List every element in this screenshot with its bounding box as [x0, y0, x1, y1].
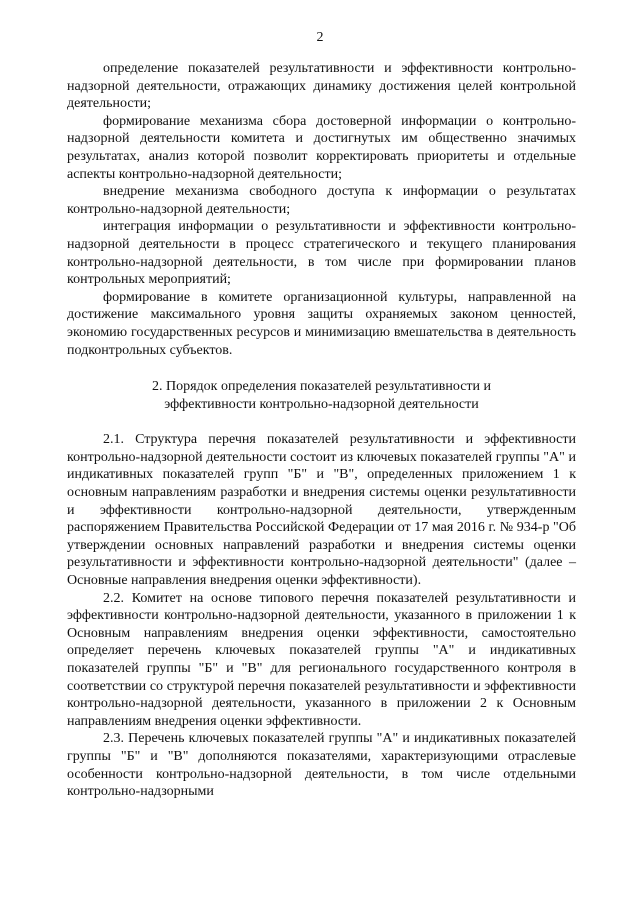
- list-item: формирование механизма сбора достоверной информации о контрольно-надзорной деятельности комитета и достигнутых им общественно значимых результатах, анализ которой позволит корректировать приоритеты и отдельные аспекты контрольно-надзорной деятельности;: [67, 113, 576, 182]
- paragraph-2-1: 2.1. Структура перечня показателей результативности и эффективности контрольно-надзорной деятельности состоит из ключевых показателей группы "А" и индикативных показателей групп "Б" и "В", определенных приложением 1 к основным направлениям разработки и внедрения системы оценки результативности и эффективности контрольно-надзорной деятельности, утвержденным распоряжением Правительства Российской Федерации от 17 мая 2016 г. № 934-р "Об утверждении основных направлений разработки и внедрения системы оценки результативности и эффективности контрольно-надзорной деятельности" (далее – Основные направления внедрения оценки эффективности).: [67, 432, 576, 589]
- section-heading: [67, 378, 576, 413]
- page-number: 2: [316, 30, 324, 45]
- list-item: интеграция информации о результативности и эффективности контрольно-надзорной деятельности в процесс стратегического и текущего планирования контрольно-надзорной деятельности, в том числе при формировании планов контрольных мероприятий;: [67, 219, 576, 288]
- section-heading-line: 2. Порядок определения показателей результативности и: [151, 379, 492, 395]
- section-heading-line: эффективности контрольно-надзорной деятельности: [164, 396, 479, 412]
- paragraph-2-2: 2.2. Комитет на основе типового перечня показателей результативности и эффективности контрольно-надзорной деятельности, указанного в приложении 1 к Основным направлениям внедрения оценки эффективности, самостоятельно определяет перечень ключевых показателей группы "А" и индикативных показателей группы "Б" и "В" для регионального государственного контроля в соответствии со структурой перечня показателей результативности и эффективности контрольно-надзорной деятельности, указанного в приложении 2 к Основным направлениям внедрения оценки эффективности.: [67, 590, 576, 729]
- list-item: внедрение механизма свободного доступа к информации о результатах контрольно-надзорной деятельности;: [67, 184, 576, 217]
- paragraph-2-3: 2.3. Перечень ключевых показателей группы "А" и индикативных показателей группы "Б" и "В" дополняются показателями, характеризующими отраслевые особенности контрольно-надзорной деятельности, в том числе отдельными контрольно-надзорными: [67, 731, 576, 800]
- document-body: [67, 60, 576, 801]
- list-item: формирование в комитете организационной культуры, направленной на достижение максимального уровня защиты охраняемых законом ценностей, экономию государственных ресурсов и минимизацию вмешательства в деятельность подконтрольных субъектов.: [67, 289, 576, 358]
- list-item: определение показателей результативности и эффективности контрольно-надзорной деятельности, отражающих динамику достижения целей контрольной деятельности;: [67, 61, 576, 112]
